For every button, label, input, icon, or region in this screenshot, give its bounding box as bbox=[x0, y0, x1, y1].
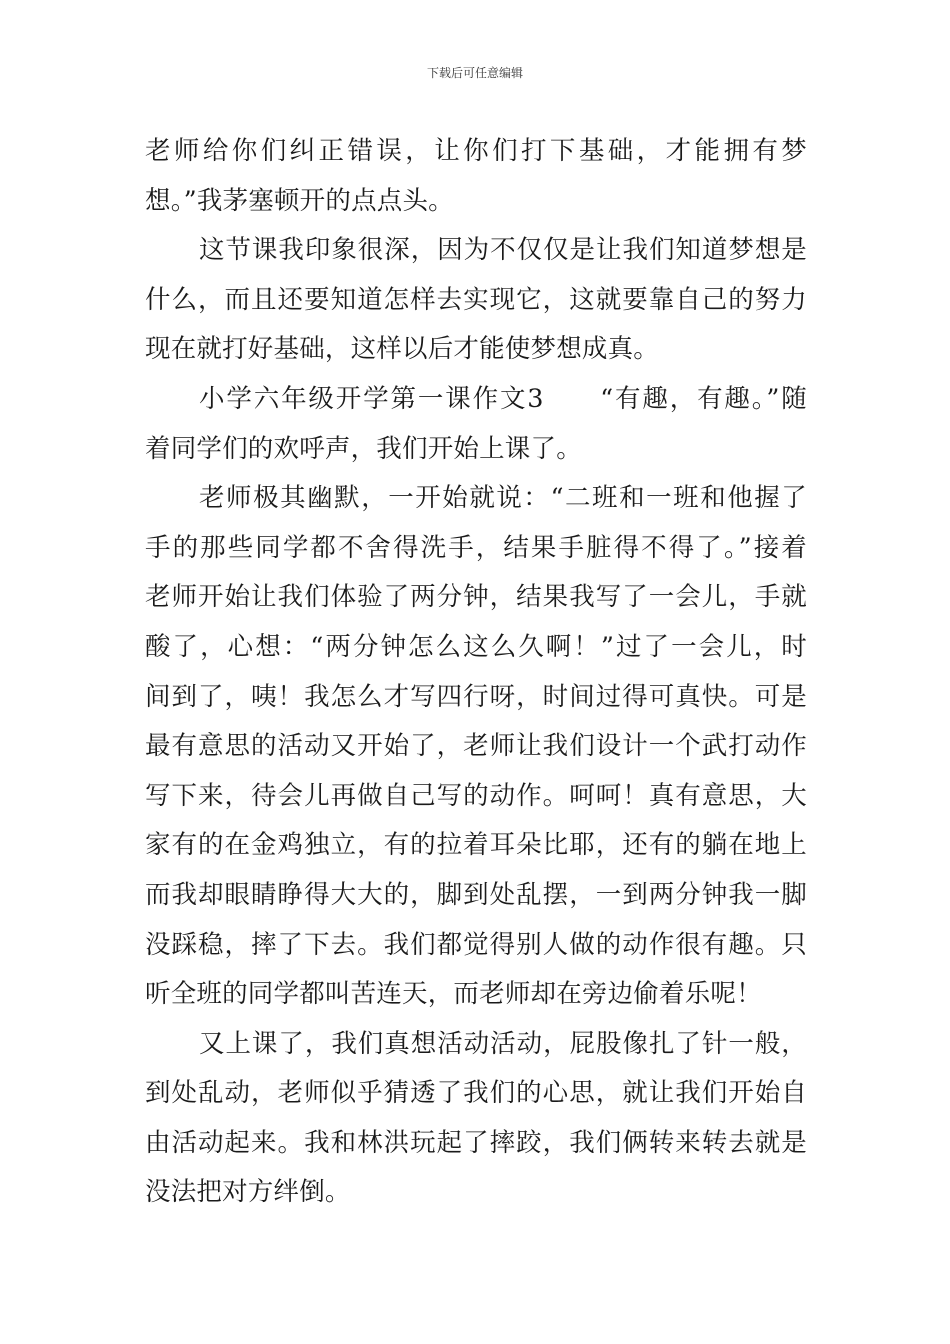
text-line: 什么，而且还要知道怎样去实现它，这就要靠自己的努力 bbox=[145, 284, 807, 315]
text-line: 写下来，待会儿再做自己写的动作。呵呵！真有意思，大 bbox=[145, 780, 807, 811]
text-line: 听全班的同学都叫苦连天，而老师却在旁边偷着乐呢！ bbox=[145, 979, 762, 1010]
text-line: 老师开始让我们体验了两分钟，结果我写了一会儿，手就 bbox=[145, 582, 807, 613]
paragraph-start-line: 这节课我印象很深，因为不仅仅是让我们知道梦想是 bbox=[199, 235, 807, 266]
text-line: 现在就打好基础，这样以后才能使梦想成真。 bbox=[145, 334, 660, 365]
text-line: 着同学们的欢呼声，我们开始上课了。 bbox=[145, 433, 582, 464]
text-line: 没踩稳，摔了下去。我们都觉得别人做的动作很有趣。只 bbox=[145, 929, 807, 960]
text-line: 家有的在金鸡独立，有的拉着耳朵比耶，还有的躺在地上 bbox=[145, 830, 807, 861]
text-line: 没法把对方绊倒。 bbox=[145, 1177, 351, 1208]
paragraph-start-line: 老师极其幽默，一开始就说：“二班和一班和他握了 bbox=[199, 483, 807, 514]
text-line: 由活动起来。我和林洪玩起了摔跤，我们俩转来转去就是 bbox=[145, 1127, 807, 1158]
page-header: 下载后可任意编辑 bbox=[426, 66, 523, 80]
text-line: 想。”我茅塞顿开的点点头。 bbox=[145, 185, 454, 216]
text-line: 老师给你们纠正错误，让你们打下基础，才能拥有梦 bbox=[145, 136, 807, 166]
text-line: 最有意思的活动又开始了，老师让我们设计一个武打动作 bbox=[145, 731, 807, 762]
essay-body bbox=[145, 127, 807, 1218]
paragraph-start-line: 小学六年级开学第一课作文3 “有趣，有趣。”随 bbox=[199, 383, 807, 414]
text-line: 到处乱动，老师似乎猜透了我们的心思，就让我们开始自 bbox=[145, 1078, 807, 1109]
text-line: 手的那些同学都不舍得洗手，结果手脏得不得了。”接着 bbox=[145, 532, 807, 563]
text-line: 酸了，心想：“两分钟怎么这么久啊！”过了一会儿，时 bbox=[145, 631, 807, 662]
text-line: 而我却眼睛睁得大大的，脚到处乱摆，一到两分钟我一脚 bbox=[145, 879, 807, 910]
text-line: 间到了，咦！我怎么才写四行呀，时间过得可真快。可是 bbox=[145, 681, 807, 712]
paragraph-start-line: 又上课了，我们真想活动活动，屁股像扎了针一般， bbox=[199, 1028, 807, 1059]
